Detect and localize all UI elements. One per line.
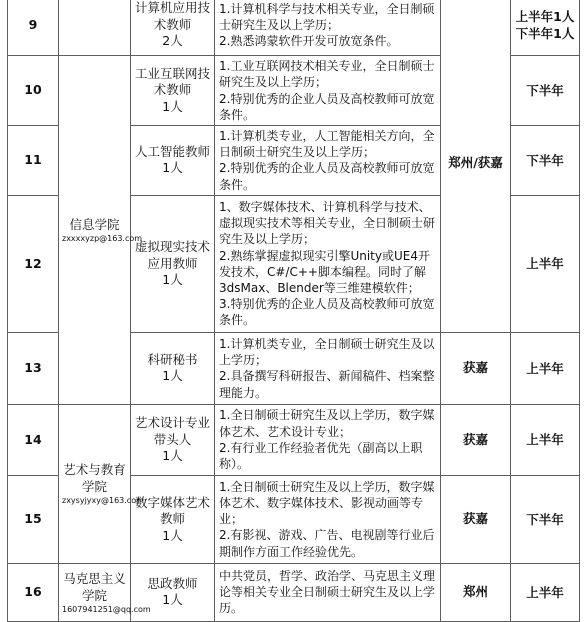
table-row — [8, 563, 580, 621]
row-number: 14 — [8, 404, 59, 475]
position-count: 1人 — [162, 448, 183, 464]
requirements-cell — [215, 0, 441, 56]
requirement-line: 1.计算机类专业，人工智能相关方向，全日制硕士研究生及以上学历； — [219, 129, 435, 160]
position-cell — [131, 126, 215, 196]
location-cell: 郑州 — [441, 563, 511, 621]
requirement-line: 2.特别优秀的企业人员及高校教师可放宽条件。 — [219, 91, 435, 122]
time-cell: 上半年 — [511, 563, 580, 621]
college-cell-marx — [59, 563, 151, 621]
position-count: 1人 — [162, 272, 183, 288]
location-cell: 郑州/获嘉 — [441, 0, 511, 332]
position-name: 科研秘书 — [147, 351, 198, 367]
requirements-cell — [215, 404, 441, 475]
row-number: 11 — [8, 126, 59, 196]
requirement-line: 1.计算机科学与技术相关专业，全日制硕士研究生及以上学历； — [219, 1, 435, 32]
position-cell — [131, 56, 215, 126]
table-row — [8, 0, 580, 56]
college-name: 信息学院 — [69, 216, 120, 232]
position-cell — [131, 332, 215, 404]
requirements-cell — [215, 126, 441, 196]
position-name: 虚拟现实技术应用教师 — [134, 239, 210, 271]
requirement-line: 2.具备撰写科研报告、新闻稿件、档案整理能力。 — [219, 369, 435, 400]
position-cell — [131, 475, 215, 563]
requirements-cell — [215, 332, 441, 404]
college-email: 1607941251@qq.com — [62, 604, 151, 614]
requirement-line: 3.特别优秀的企业人员及高校教师可放宽条件。 — [219, 297, 435, 328]
time-cell: 上半年 — [511, 332, 580, 404]
recruitment-table — [7, 0, 580, 622]
requirement-line: 2.特别优秀的企业人员及高校教师可放宽条件。 — [219, 161, 435, 192]
position-count: 1人 — [162, 98, 183, 114]
requirement-line: 2.有行业工作经验者优先（副高以上职称）。 — [219, 440, 423, 472]
row-number: 13 — [8, 332, 59, 404]
row-number: 15 — [8, 475, 59, 563]
requirement-line: 中共党员，哲学、政治学、马克思主义理论等相关专业全日制硕士研究生及以上学历。 — [219, 569, 436, 616]
college-cell-blank — [59, 0, 131, 56]
row-number: 9 — [8, 0, 59, 56]
location-cell: 获嘉 — [441, 475, 511, 563]
requirement-line: 1.全日制硕士研究生及以上学历，数字媒体艺术、艺术设计专业； — [219, 408, 435, 439]
position-count: 1人 — [162, 592, 183, 608]
row-number: 10 — [8, 56, 59, 126]
time-cell: 下半年 — [511, 126, 580, 196]
requirements-cell — [215, 56, 441, 126]
requirement-line: 1.工业互联网技术相关专业，全日制硕士研究生及以上学历； — [219, 59, 435, 90]
time-cell: 下半年 — [511, 475, 580, 563]
time-cell: 上半年1人 下半年1人 — [511, 0, 580, 56]
requirement-line: 2.熟练掌握虚拟现实引擎Unity或UE4开发技术，C#/C++脚本编程。同时了解3dsMax、Blender等三维建模软件； — [219, 248, 430, 296]
time-cell: 上半年 — [511, 404, 580, 475]
college-cell-art — [59, 404, 144, 563]
position-name: 工业互联网技术教师 — [134, 65, 210, 98]
college-email: zxxxxyzp@163.com — [62, 233, 143, 243]
position-cell — [131, 195, 215, 332]
position-count: 2人 — [162, 33, 183, 49]
table-row — [8, 404, 580, 475]
time-cell: 上半年 — [511, 195, 580, 332]
requirement-line: 1.全日制硕士研究生及以上学历，数字媒体艺术、数字媒体技术、影视动画等专业； — [219, 479, 435, 527]
requirements-cell — [215, 563, 441, 621]
position-count: 1人 — [162, 368, 183, 384]
location-cell: 获嘉 — [441, 332, 511, 404]
college-name: 马克思主义学院 — [63, 570, 126, 603]
position-cell — [131, 0, 215, 56]
position-name: 计算机应用技术教师 — [134, 0, 210, 32]
requirements-cell — [215, 475, 441, 563]
requirement-line: 1、数字媒体技术、计算机科学与技术、虚拟现实技术等相关专业，全日制硕士研究生及以上学历； — [219, 200, 436, 247]
row-number: 16 — [8, 563, 59, 621]
time-cell: 下半年 — [511, 56, 580, 126]
requirement-line: 1.计算机类专业，全日制硕士研究生及以上学历； — [219, 336, 435, 368]
college-name: 艺术与教育学院 — [63, 462, 126, 495]
position-name: 人工智能教师 — [134, 143, 210, 159]
position-name: 数字媒体艺术教师 — [134, 494, 210, 527]
position-cell — [131, 404, 215, 475]
position-count: 1人 — [162, 527, 183, 543]
position-count: 1人 — [162, 160, 183, 176]
college-email: zxysyjyxy@163.com — [62, 496, 144, 506]
college-cell-info — [59, 56, 143, 405]
requirement-line: 2.熟悉鸿蒙软件开发可放宽条件。 — [219, 34, 399, 49]
row-number: 12 — [8, 195, 59, 332]
requirements-cell — [215, 195, 441, 332]
requirement-line: 2.有影视、游戏、广告、电视剧等行业后期制作方面工作经验优先。 — [219, 528, 435, 559]
position-name: 思政教师 — [147, 575, 198, 591]
location-cell: 获嘉 — [441, 404, 511, 475]
position-name: 艺术设计专业带头人 — [134, 415, 210, 447]
